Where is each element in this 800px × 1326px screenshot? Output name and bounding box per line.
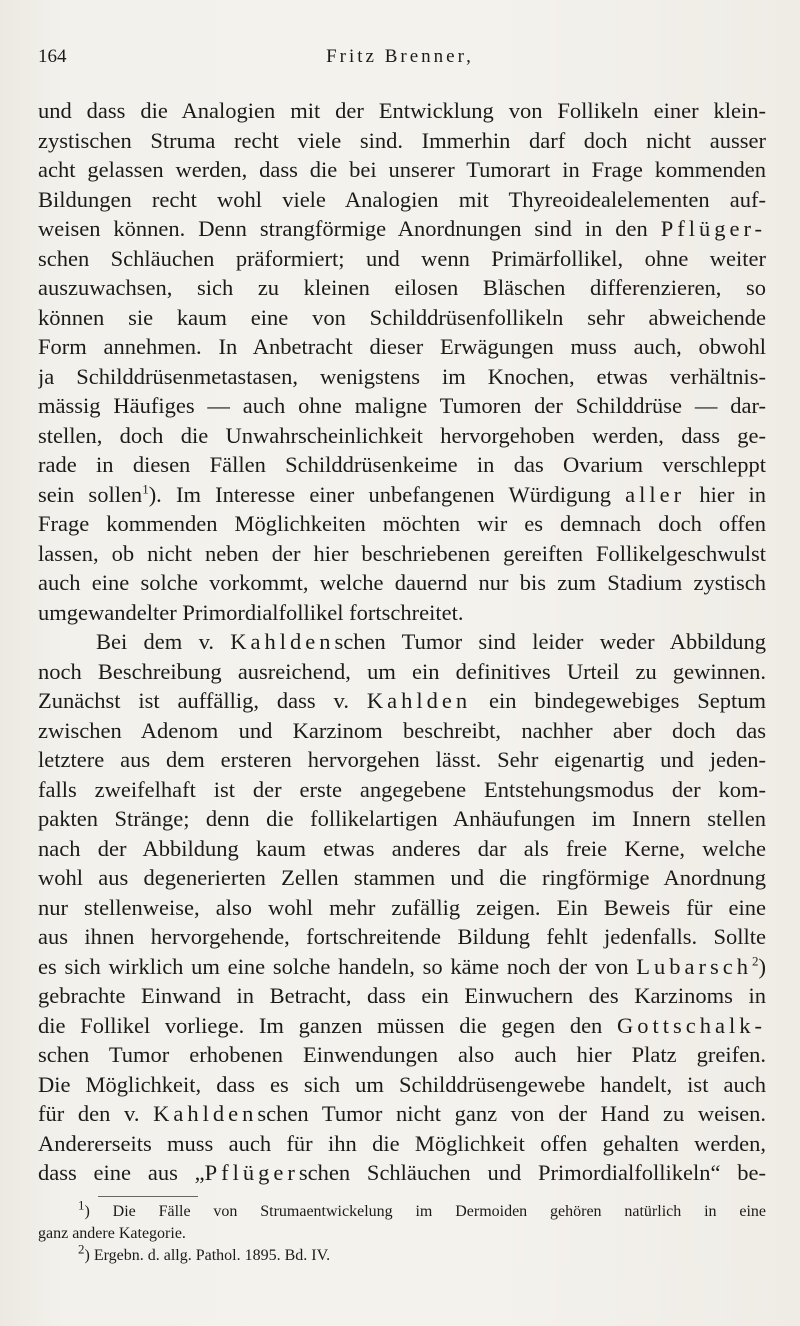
text-line: gebrachte Einwand in Betracht, dass ein Einwuchern des Karzinoms in xyxy=(38,983,766,1008)
footnote-ref: 2 xyxy=(752,953,759,968)
footnote-2 xyxy=(38,1241,766,1267)
text-span: schen Tumor sind leider weder Abbildung xyxy=(334,629,766,654)
text-span: ) xyxy=(758,953,766,979)
text-line xyxy=(38,1099,766,1129)
body-text xyxy=(38,96,766,1188)
text-line: schen Schläuchen präformiert; und wenn Primärfollikel, ohne weiter xyxy=(38,245,766,271)
text-span: Bei dem v. xyxy=(96,629,214,654)
text-line: schen Tumor erhobenen Einwendungen also auch hier Platz greifen. xyxy=(38,1042,766,1067)
text-line xyxy=(38,480,766,510)
footnotes xyxy=(38,1196,766,1267)
text-line: acht gelassen werden, dass die bei unserer Tumorart in Frage kommenden xyxy=(38,157,766,182)
text-span: schen Tumor nicht ganz von der Hand zu weisen. xyxy=(257,1101,766,1126)
footnote-1 xyxy=(38,1197,766,1223)
text-line: auch eine solche vorkommt, welche dauernd nur bis zum Stadium zystisch xyxy=(38,570,766,595)
page-number: 164 xyxy=(38,46,67,67)
text-line: zwischen Adenom und Karzinom beschreibt, nachher aber doch das xyxy=(38,717,766,743)
text-line: Frage kommenden Möglichkeiten möchten wir es demnach doch offen xyxy=(38,511,766,536)
text-line: aus ihnen hervorgehende, fortschreitende Bildung fehlt jedenfalls. Sollte xyxy=(38,924,766,949)
footnote-1-continuation: ganz andere Kategorie. xyxy=(38,1225,186,1242)
text-span: schen Schläuchen und Primordialfollikeln“ be- xyxy=(298,1160,766,1185)
text-span: für den v. xyxy=(38,1101,140,1126)
text-line: letztere aus dem ersteren hervorgehen lässt. Sehr eigenartig und jeden- xyxy=(38,747,766,772)
text-line: können sie kaum eine von Schilddrüsenfollikeln sehr abweichende xyxy=(38,304,766,330)
text-line: nach der Abbildung kaum etwas anderes dar als freie Kerne, welche xyxy=(38,835,766,861)
text-line xyxy=(38,1158,766,1188)
text-line: pakten Stränge; denn die follikelartigen Anhäufungen im Innern stellen xyxy=(38,806,766,831)
spaced-name: Kahlden xyxy=(366,688,472,713)
text-line xyxy=(38,686,766,716)
spaced-word: aller xyxy=(625,481,686,507)
spaced-name: Pflüger xyxy=(204,1160,299,1185)
footnote-text: ) Die Fälle von Strumaentwickelung im Dermoiden gehören natürlich in eine xyxy=(84,1203,766,1220)
text-span: ). Im Interesse einer unbefangenen Würdigung xyxy=(148,481,611,507)
spaced-name: Lubarsch xyxy=(636,953,752,979)
spaced-name: Pflüger- xyxy=(660,216,766,241)
text-span: Zunächst ist auffällig, dass v. xyxy=(38,688,349,713)
footnote-mark: 1 xyxy=(78,1197,85,1213)
footnote-divider xyxy=(98,1196,198,1197)
text-line: falls zweifelhaft ist der erste angegebene Entstehungsmodus der kom- xyxy=(38,776,766,802)
text-line: und dass die Analogien mit der Entwicklung von Follikeln einer klein- xyxy=(38,98,766,123)
text-line: Andererseits muss auch für ihn die Möglichkeit offen gehalten werden, xyxy=(38,1130,766,1156)
text-line: Bildungen recht wohl viele Analogien mit Thyreoidealelementen auf- xyxy=(38,186,766,212)
text-line: auszuwachsen, sich zu kleinen eilosen Bläschen differenzieren, so xyxy=(38,275,766,300)
text-span: ein bindegewebiges Septum xyxy=(489,688,766,713)
text-line xyxy=(38,952,766,982)
text-line xyxy=(38,214,766,244)
text-line: stellen, doch die Unwahrscheinlichkeit hervorgehoben werden, dass ge- xyxy=(38,422,766,448)
text-span xyxy=(636,954,766,979)
text-span: sein sollen xyxy=(38,481,143,507)
text-line: umgewandelter Primordialfollikel fortschreitet. xyxy=(38,599,464,625)
text-line: noch Beschreibung ausreichend, um ein definitives Urteil zu gewinnen. xyxy=(38,658,766,684)
text-line: lassen, ob nicht neben der hier beschriebenen gereiften Follikelgeschwulst xyxy=(38,540,766,566)
text-line: ja Schilddrüsenmetastasen, wenigstens im Knochen, etwas verhältnis- xyxy=(38,363,766,389)
spaced-name: Gottschalk- xyxy=(617,1012,766,1038)
spaced-name: Kahlden xyxy=(230,629,335,654)
running-head: Fritz Brenner, xyxy=(326,46,474,67)
text-line: wohl aus degenerierten Zellen stammen und die ringförmige Anordnung xyxy=(38,865,766,890)
footnote-mark: 2 xyxy=(78,1241,85,1257)
text-line: nur stellenweise, also wohl mehr zufällig zeigen. Ein Beweis für eine xyxy=(38,894,766,920)
footnote-ref: 1 xyxy=(142,481,149,496)
spaced-name: Kahlden xyxy=(153,1101,258,1126)
text-line: zystischen Struma recht viele sind. Immerhin darf doch nicht ausser xyxy=(38,127,766,153)
text-line: mässig Häufiges — auch ohne maligne Tumoren der Schilddrüse — dar- xyxy=(38,393,766,418)
text-line xyxy=(38,627,766,657)
text-span: es sich wirklich um eine solche handeln, so käme noch der von xyxy=(38,953,629,979)
text-span: weisen können. Denn strangförmige Anordnungen sind in den xyxy=(38,216,648,241)
text-line: Form annehmen. In Anbetracht dieser Erwägungen muss auch, obwohl xyxy=(38,334,766,359)
page-header xyxy=(38,46,762,74)
text-line: rade in diesen Fällen Schilddrüsenkeime in das Ovarium verschleppt xyxy=(38,452,766,477)
text-span: hier in xyxy=(699,481,766,507)
text-span: dass eine aus „ xyxy=(38,1160,205,1185)
text-line xyxy=(38,1011,766,1041)
text-line: Die Möglichkeit, dass es sich um Schilddrüsengewebe handelt, ist auch xyxy=(38,1071,766,1097)
text-span: die Follikel vorliege. Im ganzen müssen die gegen den xyxy=(38,1012,603,1038)
footnote-text: ) Ergebn. d. allg. Pathol. 1895. Bd. IV. xyxy=(84,1247,331,1264)
